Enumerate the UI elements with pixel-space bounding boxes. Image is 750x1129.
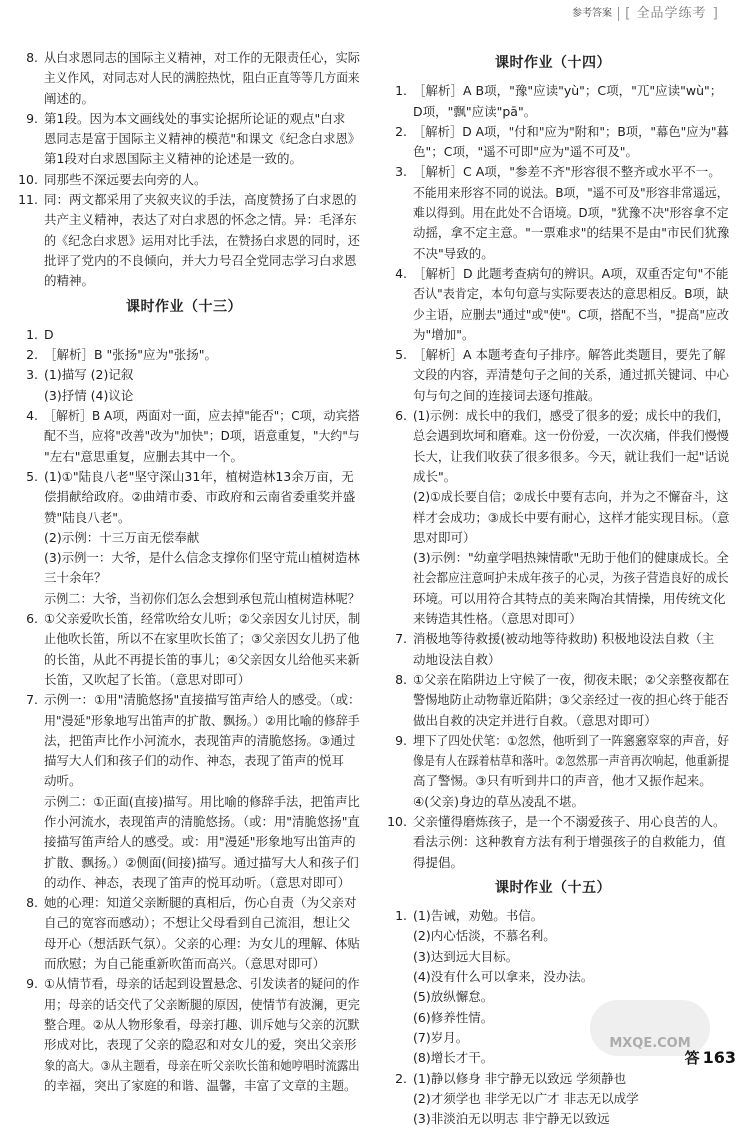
item-text-line: (2)内心恬淡，不慕名利。 <box>413 928 556 944</box>
item-text-line: 为"增加"。 <box>413 326 475 342</box>
answer-item <box>8 325 360 345</box>
item-text-line: ［解析］C A项，"参差不齐"形容很不整齐或水平不一。 <box>413 164 721 180</box>
item-text-line: 示例一：①用"清脆悠扬"直接描写笛声给人的感受。（或： <box>44 692 361 708</box>
item-text-line: 父亲懂得磨炼孩子，是一个不溺爱孩子、用心良苦的人。 <box>413 813 726 829</box>
item-text-line: 不决"导致的。 <box>413 245 494 261</box>
item-number: 8. <box>395 671 407 687</box>
answer-item <box>377 731 729 812</box>
item-number: 10. <box>18 171 38 187</box>
item-text-line: 作小河流水，表现笛声的清脆悠扬。（或：用"清脆悠扬"直 <box>44 813 360 829</box>
item-text-line: 接描写笛声给人的感受。或：用"漫延"形象地写出笛声的 <box>44 834 356 850</box>
answer-item <box>377 264 729 345</box>
item-text-line: 描写大人们和孩子们的动作、神态，表现了笛声的悦耳 <box>44 753 345 769</box>
item-text-line: 长大，让我们收获了很多很多。今天，就让我们一起"话说 <box>413 448 730 464</box>
answer-item <box>377 670 729 731</box>
answer-item <box>377 406 729 629</box>
item-number: 11. <box>18 192 38 208</box>
item-text-line: 法，把笛声比作小河流水，表现笛声的清脆悠扬。③通过 <box>44 732 356 748</box>
item-text-line: 难以得到。用在此处不合语境。D项，"犹豫不决"形容拿不定 <box>413 205 729 221</box>
answer-item <box>377 81 729 122</box>
item-text-line: (1)静以修身 非宁静无以致远 学须静也 <box>413 1070 627 1086</box>
answer-item <box>8 109 360 170</box>
answer-item <box>8 893 360 974</box>
item-text-line: 阐述的。 <box>44 90 95 106</box>
answer-item <box>377 629 729 670</box>
item-number: 1. <box>395 83 407 99</box>
item-text-line: 同那些不深远要去向旁的人。 <box>44 171 207 187</box>
item-number: 3. <box>395 164 407 180</box>
item-number: 10. <box>387 813 407 829</box>
item-text-line: 消极地等待救援(被动地等待救助) 积极地设法自救（主 <box>413 631 715 647</box>
item-text-line: 的长笛，从此不再提长笛的事儿；④父亲因女儿给他买来新 <box>44 651 360 667</box>
answer-item <box>8 365 360 406</box>
item-text-line: 示例二：大爷，当初你们怎么会想到承包荒山植树造林呢？ <box>44 590 360 606</box>
header-bracket-left: [ <box>625 6 631 22</box>
item-text-line: 偿捐献给政府。②曲靖市委、市政府和云南省委重奖并盛 <box>44 489 356 505</box>
item-number: 8. <box>26 50 38 65</box>
item-number: 5. <box>395 347 407 363</box>
item-text-line: (2)才须学也 非学无以广才 非志无以成学 <box>413 1090 639 1106</box>
item-text-line: ［解析］D A项，"付和"应为"附和"；B项，"幕色"应为"暮 <box>413 123 729 139</box>
item-text-line: 主义作风，对同志对人民的满腔热忱，阻白正直等等几方面来 <box>44 70 360 86</box>
item-text-line: (5)放纵懈怠。 <box>413 989 494 1005</box>
item-text-line: 否认"表肯定，本句句意与实际要表达的意思相反。B项，缺 <box>413 286 729 302</box>
item-text-line: ［解析］D 此题考查病句的辨识。A项，双重否定句"不能 <box>413 265 729 281</box>
footer-answer-label: 答 <box>684 1048 700 1067</box>
item-number: 4. <box>395 265 407 281</box>
item-text-line: 长笛，又吹起了长笛。（意思对即可） <box>44 671 251 687</box>
answer-item <box>8 406 360 467</box>
answer-item <box>8 609 360 690</box>
page-header <box>572 4 718 24</box>
item-text-line: 得提倡。 <box>413 854 464 870</box>
header-brand: 全品学练考 <box>636 6 707 21</box>
item-text-line: 批评了党内的不良倾向，并大力号召全党同志学习白求恩 <box>44 252 357 268</box>
item-text-line: 她的心理：知道父亲断腿的真相后，伤心自责（为父亲对 <box>44 895 357 911</box>
item-text-line: 第1段对白求恩国际主义精神的论述是一致的。 <box>44 151 302 167</box>
item-text-line: 形成对比，表现了父亲的隐忍和对女儿的爱，突出父亲形 <box>44 1037 357 1053</box>
item-text-line: ［解析］B A项，两面对一面，应去掉"能否"；C项，动宾搭 <box>44 408 360 424</box>
item-text-line: 高了警惕。③只有听到井口的声音，他才又振作起来。 <box>413 773 712 789</box>
item-number: 2. <box>26 347 38 363</box>
item-number: 6. <box>26 611 38 627</box>
item-text-line: 环境。可以用符合其特点的美来陶冶其情操，用传统文化 <box>413 590 726 606</box>
item-text-line: 思对即可） <box>413 529 476 545</box>
item-text-line: 配不当，应将"改善"改为"加快"；D项，语意重复，"大约"与 <box>44 428 360 444</box>
item-number: 7. <box>395 631 407 647</box>
item-text-line: 社会都应注意呵护未成年孩子的心灵，为孩子营造良好的成长 <box>413 570 729 586</box>
left-column <box>8 48 360 1096</box>
item-text-line: 成长"。 <box>413 468 457 484</box>
item-text-line: 同：两文都采用了夹叙夹议的手法，高度赞扬了白求恩的 <box>44 192 357 208</box>
answer-item <box>8 170 360 190</box>
item-text-line: 看法示例：这种教育方法有利于增强孩子的自救能力，值 <box>413 834 726 850</box>
item-text-line: 色"；C项，"遥不可即"应为"遥不可及"。 <box>413 144 638 160</box>
answer-item <box>377 122 729 163</box>
item-text-line: (3)示例一：大爷，是什么信念支撑你们坚守荒山植树造林 <box>44 550 360 566</box>
item-text-line: (1)示例：成长中的我们，感受了很多的爱；成长中的我们， <box>413 408 730 424</box>
item-text-line: 整合理。②从人物形象看，母亲打趣、训斥她与父亲的沉默 <box>44 1016 360 1032</box>
item-text-line: ［解析］A B项，"豫"应读"yù"；C项，"兀"应读"wù"； <box>413 83 723 99</box>
item-text-line: 母开心（想活跃气氛）。父亲的心理：为女儿的理解、体贴 <box>44 935 360 951</box>
section-title: 课时作业（十三） <box>126 298 242 315</box>
item-text-line: 句与句之间的连接词去逐句推敲。 <box>413 387 601 403</box>
answer-item <box>377 162 729 263</box>
item-text-line: 少主语，应删去"通过"或"使"。C项，搭配不当，"提高"应改 <box>413 306 729 322</box>
item-text-line: ①父亲爱吹长笛，经常吹给女儿听；②父亲因女儿讨厌，制 <box>44 611 361 627</box>
item-text-line: 做出自救的决定并进行自救。（意思对即可） <box>413 712 657 728</box>
item-number: 9. <box>26 976 38 992</box>
item-text-line: (1)描写 (2)记叙 <box>44 367 134 383</box>
item-text-line: 三十余年？ <box>44 570 107 586</box>
item-number: 9. <box>26 110 38 126</box>
item-text-line: (2)示例：十三万亩无偿奉献 <box>44 529 200 545</box>
item-text-line: 文段的内容，弄清楚句子之间的关系，通过抓关键词、中心 <box>413 367 729 383</box>
header-bracket-right: ] <box>712 6 718 22</box>
item-text-line: 共产主义精神，表达了对白求恩的怀念之情。异：毛泽东 <box>44 212 357 228</box>
item-number: 7. <box>26 692 38 708</box>
item-text-line: D项，"飘"应读"pā"。 <box>413 103 537 119</box>
item-text-line: 扩散、飘扬。）②侧面(间接)描写。通过描写大人和孩子们 <box>44 854 359 870</box>
item-number: 4. <box>26 408 38 424</box>
page-footer <box>685 1048 736 1068</box>
section-title: 课时作业（十五） <box>495 879 611 896</box>
item-text-line: 第1段。因为本文画线处的事实论据所论证的观点"白求 <box>44 110 346 126</box>
item-text-line: D <box>44 326 54 342</box>
header-divider <box>618 7 619 21</box>
item-text-line: 动听。 <box>44 773 82 789</box>
item-text-line: (3)示例："幼童学唱热辣情歌"无助于他们的健康成长。全 <box>413 550 729 566</box>
answer-item <box>377 1069 729 1129</box>
item-text-line: 的幸福，突出了家庭的和谐、温馨，丰富了文章的主题。 <box>44 1077 357 1093</box>
right-column <box>377 48 729 1129</box>
item-text-line: 的动作、神态，表现了笛声的悦耳动听。（意思对即可） <box>44 874 351 890</box>
item-text-line: 从白求恩同志的国际主义精神，对工作的无限责任心，实际 <box>44 50 360 65</box>
item-text-line: 的《纪念白求恩》运用对比手法，在赞扬白求恩的同时，还 <box>44 232 360 248</box>
item-text-line: 恩同志是富于国际主义精神的模范"和课文《纪念白求恩》 <box>44 131 361 147</box>
item-number: 5. <box>26 468 38 484</box>
item-text-line: 像是有人在踩着枯草和落叶。②忽然那一声音再次响起，他重新提 <box>413 753 730 769</box>
item-text-line: (3)非淡泊无以明志 非宁静无以致远 <box>413 1111 610 1127</box>
answer-item <box>8 190 360 291</box>
item-text-line: 用；母亲的话交代了父亲断腿的原因，使情节有波澜，更完 <box>44 996 360 1012</box>
item-number: 8. <box>26 895 38 911</box>
item-number: 6. <box>395 408 407 424</box>
answer-item <box>377 345 729 406</box>
item-text-line: 样才会成功；③成长中要有耐心，这样才能实现目标。（意 <box>413 509 730 525</box>
item-text-line: (3)抒情 (4)议论 <box>44 387 134 403</box>
answer-item <box>8 345 360 365</box>
item-text-line: (8)增长才干。 <box>413 1050 494 1066</box>
answer-item <box>8 48 360 109</box>
item-text-line: 不能用来形容不同的说法。B项，"遥不可及"形容非常遥远， <box>413 184 729 200</box>
header-reference-label: 参考答案 <box>572 8 613 19</box>
item-text-line: 埋下了四处伏笔：①忽然，他听到了一阵窸窸窣窣的声音，好 <box>413 732 730 748</box>
item-text-line: 动地设法自救） <box>413 651 501 667</box>
section-title: 课时作业（十四） <box>495 55 611 71</box>
item-text-line: ［解析］A 本题考查句子排序。解答此类题目，要先了解 <box>413 347 726 363</box>
item-text-line: ④(父亲)身边的草丛凌乱不堪。 <box>413 793 584 809</box>
item-text-line: ①父亲在陷阱边上守候了一夜，彻夜未眠；②父亲整夜都在 <box>413 671 730 687</box>
item-text-line: 动摇，拿不定主意。"一票难求"的结果不是由"市民们犹豫 <box>413 225 730 241</box>
item-text-line: ①从情节看，母亲的话起到设置悬念、引发读者的疑问的作 <box>44 976 360 992</box>
watermark-text: MXQE.COM <box>609 1035 691 1051</box>
item-text-line: (1)①"陆良八老"坚守深山31年，植树造林13余万亩，无 <box>44 468 354 484</box>
item-number: 2. <box>395 1070 407 1086</box>
item-text-line: 用"漫延"形象地写出笛声的扩散、飘扬。）②用比喻的修辞手 <box>44 712 360 728</box>
answer-item <box>8 974 360 1096</box>
item-text-line: 而欣慰；为自己能重新吹笛而高兴。（意思对即可） <box>44 956 326 972</box>
item-text-line: 总会遇到坎坷和磨难。这一份份爱，一次次痛，伴我们慢慢 <box>413 428 729 444</box>
item-text-line: 赞"陆良八老"。 <box>44 509 131 525</box>
answer-item <box>8 467 360 609</box>
item-text-line: (1)告诫，劝勉。书信。 <box>413 908 544 924</box>
answer-item <box>8 690 360 893</box>
item-text-line: 示例二：①正面(直接)描写。用比喻的修辞手法，把笛声比 <box>44 793 360 809</box>
item-text-line: 自己的宽容而感动）；不想让父母看到自己流泪，想让父 <box>44 915 351 931</box>
item-text-line: 警惕地防止动物靠近陷阱；③父亲经过一夜的担心终于能否 <box>413 692 729 708</box>
item-text-line: (2)①成长要自信；②成长中要有志向，并为之不懈奋斗，这 <box>413 489 729 505</box>
item-text-line: (4)没有什么可以拿来，没办法。 <box>413 969 594 985</box>
item-text-line: "左右"意思重复，应删去其中一个。 <box>44 448 243 464</box>
item-text-line: (3)达到远大目标。 <box>413 948 519 964</box>
item-text-line: (6)修养性情。 <box>413 1009 494 1025</box>
item-number: 1. <box>395 908 407 924</box>
item-text-line: 止他吹长笛，所以不在家里吹长笛了；③父亲因女儿扔了他 <box>44 631 360 647</box>
item-text-line: (7)岁月。 <box>413 1029 469 1045</box>
item-number: 3. <box>26 367 38 383</box>
answer-item <box>377 812 729 873</box>
item-text-line: ［解析］B "张扬"应为"张扬"。 <box>44 347 218 363</box>
item-text-line: 来铸造其性格。（意思对即可） <box>413 611 582 627</box>
item-number: 9. <box>395 732 407 748</box>
item-text-line: 象的高大。③从主题看，母亲在听父亲吹长笛和她哼唱时流露出 <box>44 1057 360 1073</box>
item-number: 2. <box>395 123 407 139</box>
page-number: 163 <box>702 1047 736 1067</box>
item-text-line: 的精神。 <box>44 273 95 289</box>
item-number: 1. <box>26 326 38 342</box>
